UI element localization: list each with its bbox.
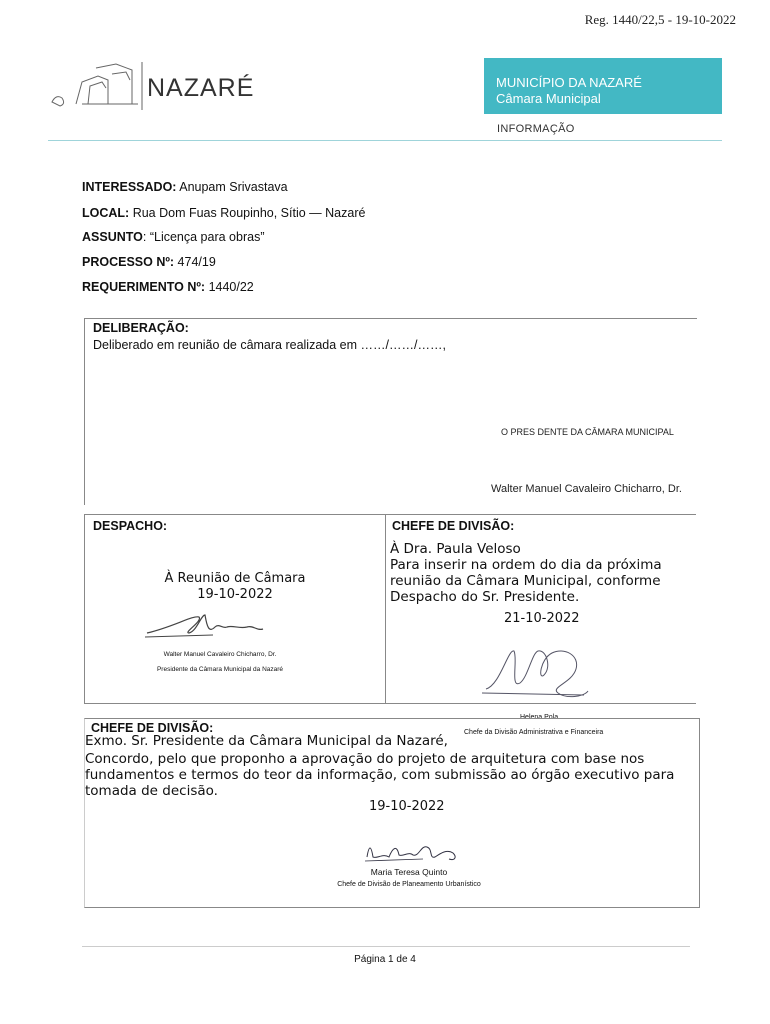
field-value: Anupam Srivastava xyxy=(176,180,288,194)
registration-stamp: Reg. 1440/22,5 - 19-10-2022 xyxy=(584,12,736,27)
despacho-section xyxy=(84,514,386,704)
field-label: PROCESSO Nº: xyxy=(82,255,175,269)
deliberacao-header: DELIBERAÇÃO: xyxy=(93,321,189,335)
deliberacao-section xyxy=(84,318,697,505)
field-value: : “Licença para obras” xyxy=(142,230,265,244)
maria-teresa-quinto-signature xyxy=(363,839,463,865)
chefe1-signer-name: Helena Pola xyxy=(520,714,559,721)
logo-wordmark: NAZARÉ xyxy=(147,74,255,102)
helena-pola-signature xyxy=(480,639,590,703)
header-divider xyxy=(48,140,722,141)
despacho-text: À Reunião de Câmara xyxy=(164,571,306,586)
chefe1-line: Para inserir na ordem do dia da próxima xyxy=(390,557,662,573)
field-value: Rua Dom Fuas Roupinho, Sítio — Nazaré xyxy=(129,206,366,220)
president-title: O PRES DENTE DA CÂMARA MUNICIPAL xyxy=(501,427,674,437)
footer-divider xyxy=(82,946,690,947)
field-value: 1440/22 xyxy=(205,280,254,294)
chefe-divisao-section-1 xyxy=(384,514,696,704)
president-name: Walter Manuel Cavaleiro Chicharro, Dr. xyxy=(491,483,682,495)
field-label: REQUERIMENTO Nº: xyxy=(82,280,206,294)
chefe2-signer-title: Chefe de Divisão de Planeamento Urbanístico xyxy=(337,881,481,888)
chefe1-line: Despacho do Sr. Presidente. xyxy=(390,589,580,605)
banner-title: MUNICÍPIO DA NAZARÉ xyxy=(496,75,642,90)
chefe2-signer-name: Maria Teresa Quinto xyxy=(370,867,448,877)
despacho-date: 19-10-2022 xyxy=(197,587,273,602)
chefe1-line: À Dra. Paula Veloso xyxy=(390,541,521,557)
chefe2-date: 19-10-2022 xyxy=(369,799,445,814)
chefe2-line: Exmo. Sr. Presidente da Câmara Municipal da Nazaré, xyxy=(85,733,448,749)
despacho-signer-name: Walter Manuel Cavaleiro Chicharro, Dr. xyxy=(163,651,277,658)
chefe2-line: fundamentos e termos do teor da informação, com submissão ao órgão executivo para xyxy=(85,767,675,783)
chefe1-signer-title: Chefe da Divisão Administrativa e Financeira xyxy=(464,729,604,736)
municipality-banner xyxy=(484,58,722,114)
chefe-divisao-section-2 xyxy=(84,718,700,908)
chefe1-date: 21-10-2022 xyxy=(504,611,580,626)
page-number: Página 1 de 4 xyxy=(354,954,416,965)
field-requerimento xyxy=(82,280,254,294)
field-assunto xyxy=(82,230,264,244)
field-label: LOCAL: xyxy=(82,206,130,220)
field-interessado xyxy=(82,180,288,194)
field-label: INTERESSADO: xyxy=(82,180,177,194)
despacho-signer-title: Presidente da Câmara Municipal da Nazaré xyxy=(156,666,284,673)
field-processo xyxy=(82,255,216,269)
document-type: INFORMAÇÃO xyxy=(497,123,575,135)
president-signature xyxy=(143,607,273,643)
chefe-divisao-header: CHEFE DE DIVISÃO: xyxy=(392,519,515,533)
chefe-divisao-header: CHEFE DE DIVISÃO: xyxy=(91,721,214,735)
chefe2-line: Concordo, pelo que proponho a aprovação do projeto de arquitetura com base nos xyxy=(85,751,645,767)
field-local xyxy=(82,206,365,220)
chefe2-line: tomada de decisão. xyxy=(85,783,218,799)
banner-subtitle: Câmara Municipal xyxy=(496,91,601,106)
chefe1-line: reunião da Câmara Municipal, conforme xyxy=(390,573,661,589)
field-label: ASSUNTO xyxy=(82,230,143,244)
deliberacao-text: Deliberado em reunião de câmara realizada em ……/……/……, xyxy=(93,338,446,352)
despacho-header: DESPACHO: xyxy=(93,519,168,533)
field-value: 474/19 xyxy=(174,255,216,269)
